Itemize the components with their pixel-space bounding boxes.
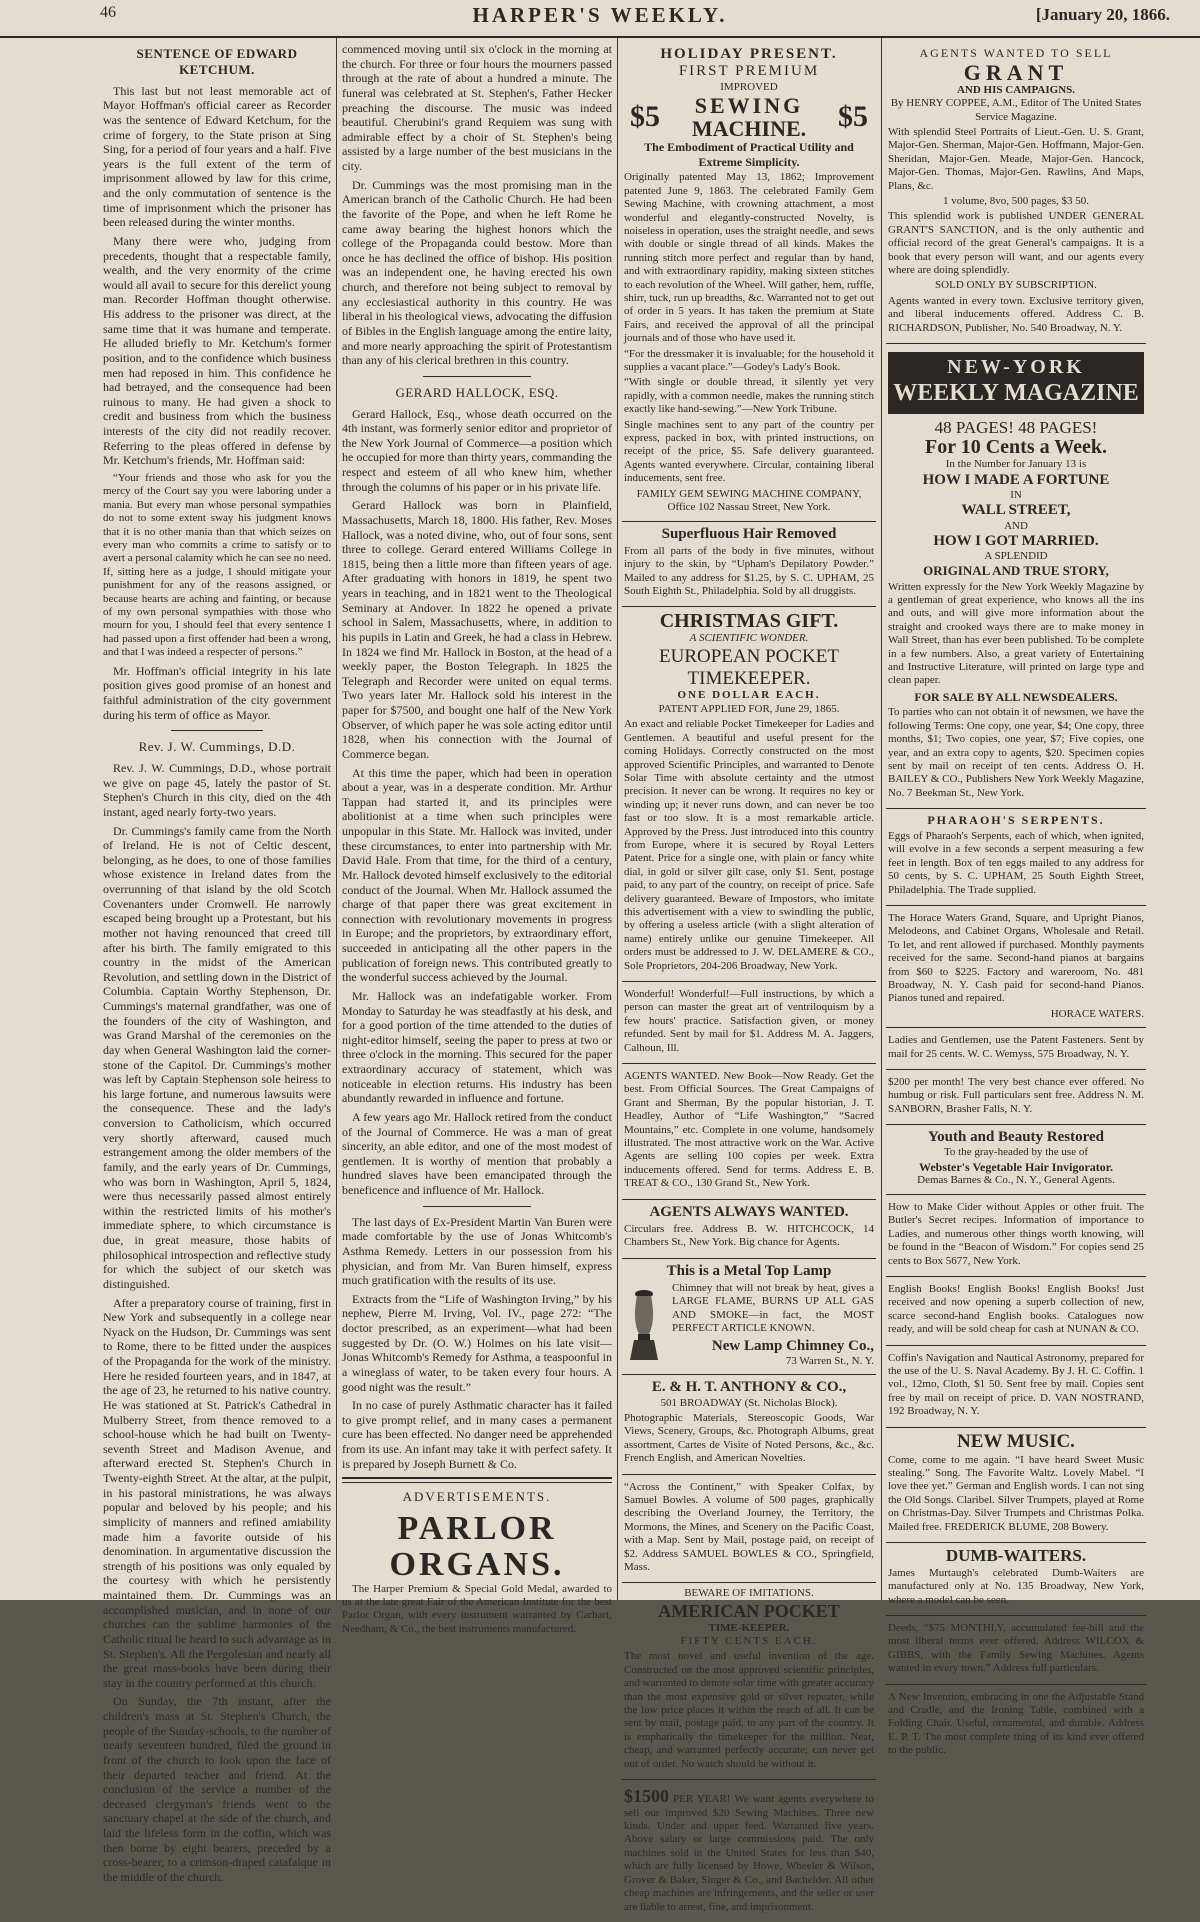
apt-line-2: TIME-KEEPER. [708,1621,790,1634]
fasteners-body: Ladies and Gentlemen, use the Patent Fasteners. Sent by mail for 25 cents. W. C. Wemyss, 575 Broadway, N. Y. [888,1034,1144,1060]
apt-body: The most novel and useful invention of the age. Constructed on the most approved scientific principles, and warranted to denote solar time with greater accuracy than the most expensive gold or silver repeater, while the low price places it within the reach of all. It can be sent by mail, postage paid, to any part of the country. It is emphatically the timekeeper for the million. Neat, cheap, and warranted perfectly accurate; can never get out of order. No watch should be without it. [624,1650,874,1770]
weekly-magazine-ad [886,344,1146,809]
english-books-body: English Books! English Books! English Books! Just received and now opening a superb collection of new, scarce second-hand English books. Catalogues now ready, and will be sold cheap for cash at NUNAN & CO. [888,1282,1144,1336]
ept-price: ONE DOLLAR EACH. [677,689,821,702]
cider-body: How to Make Cider without Apples or other fruit. The Butler's Secret recipes. Information of importance to Ladies, and numerous other things worth knowing, will be found in the “Beacon of Wisdom.” For copies send 25 cents to Box 5677, New York. [888,1200,1144,1267]
paragraph: The Harper Premium & Special Gold Medal, awarded to us at the late great Fair of the American Institute for the best Parlor Organ, with every instrument warranted by Carhart, Needham, & Co., the best instruments manufactured. [342,1582,612,1635]
sm-price-right: $5 [838,100,868,134]
paragraph: Dr. Cummings's family came from the North of Ireland. He is not of Celtic descent, belonging, as he does, to one of those families whose existence in Ireland dates from the overrunning of that island by the old Scotch Covenanters under Cromwell. He narrowly escaped being brought up a Protestant, but his mother not having renounced that creed till after his birth. The family emigrated to this country in the midst of the American Revolution, and settling down in the District of Columbia. Captain Worthy Stephenson, Dr. Cummings's maternal grandfather, was one of the founders of the city of Washington, and was Grand Marshal of the ceremonies on the day when General Washington laid the corner-stone of the Capitol. Dr. Cummings's mother was left by Captain Stephenson sole heiress to his large fortune, and numerous lawsuits were the consequence. These and the lady's conversion to Catholicism, which occurred very shortly afterward, caused much estrangement among the older members of the family, and the early years of Dr. Cummings, who was born in Washington, April 5, 1824, were thus necessarily passed almost entirely within the restricted limits of his mother's immediate sphere, to which circumstance is due, in great measure, those habits of philosophical introspection and reflective study for which the subject of our sketch was distinguished. [103,823,331,1291]
monthly-offer-body: $200 per month! The very best chance ever offered. No humbug or risk. Full particulars sent free. Address N. M. SANBORN, Brasher Falls, N. Y. [888,1075,1144,1115]
divider [171,730,262,731]
pharaoh-heading: PHARAOH'S SERPENTS. [927,813,1105,828]
lamp-company: New Lamp Chimney Co., [711,1337,874,1354]
lamp-address: 73 Warren St., N. Y. [785,1354,874,1367]
paragraph: On Sunday, the 7th instant, after the children's mass at St. Stephen's Church, the people of the Sunday-schools, to the number of nearly seventeen hundred, filed the ground in front of the church to look upon the face of their departed teacher and friend. At the conclusion of the service a number of the deceased clergyman's friends went to the sanctuary chapel at the side of the church, and laid the lifeless form in the coffin, which was then borne by eight bearers, preceded by a cross-bearer, to a crimson-draped catafalque in the middle of the church. [103,1694,331,1884]
paragraph: commenced moving until six o'clock in the morning at the church. For three or four hours the mourners passed through at the rate of about a hundred a minute. The funeral was celebrated at St. Stephen's, Father Hecker preaching the discourse. The music was indeed beautiful. Cherubini's grand Requiem was sung with admirable effect by a choir of St. Stephen's being assisted by a large number of the best musicians in the city. [342,42,612,173]
hair-body: From all parts of the body in five minutes, without injury to the skin, by “Upham's Depilatory Powder.” Mailed to any address for $1.25, by S. C. UPHAM, 25 South Eighth St., Philadelphia. Sold by all druggists. [624,544,874,597]
aaw-body: Circulars free. Address B. W. HITCHCOCK, 14 Chambers St., New York. Big chance for Agents. [624,1222,874,1249]
sm-address: Office 102 Nassau Street, New York. [667,501,831,514]
grant-line-2: AND HIS CAMPAIGNS. [956,83,1076,96]
fasteners-ad [886,1028,1146,1070]
grant-author: By HENRY COPPEE, A.M., Editor of The United States Service Magazine. [890,97,1142,123]
dumb-waiters-ad [886,1543,1146,1616]
new-music-ad [886,1428,1146,1543]
magazine-number: In the Number for January 13 is [945,458,1087,471]
new-music-body: Come, come to me again. “I have heard Sweet Music stealing.” Song. The Favorite Waltz. Lovely Mabel. “I love thee yet.” German and English words. I can not sing the Old Songs. Claribel. Silver Trumpets, played at Rome on Christmas-Day. Silver Trumpets and Christmas Polka. Mailed free. FREDERICK BLUME, 208 Bowery. [888,1453,1144,1533]
ept-line-1: EUROPEAN POCKET [659,645,839,667]
column-4 [886,42,1146,1757]
anthony-body: Photographic Materials, Stereoscopic Goods, War Views, Scenery, Groups, &c. Photograph Albums, great assortment, Cartes de Visite of Noted Persons, &c., &c. French English, and American Novelties. [624,1411,874,1465]
magazine-line-1: NEW-YORK [947,356,1085,379]
grant-name: GRANT [963,59,1069,85]
american-timekeeper-ad [622,1583,876,1780]
coffin-body: Coffin's Navigation and Nautical Astronomy, prepared for the use of the U. S. Naval Academy. By J. H. C. Coffin. 1 vol., 12mo, Cloth, $1 50. Sent free by mail. Copies sent free by mail on receipt of price. D. VAN NOSTRAND, 192 Broadway, N. Y. [888,1351,1144,1418]
magazine-splendid: A SPLENDID [984,550,1048,563]
magazine-sale: FOR SALE BY ALL NEWSDEALERS. [914,689,1118,704]
column-rule [881,38,882,1600]
ept-patent: PATENT APPLIED FOR, June 29, 1865. [658,702,840,715]
hallock-heading: GERARD HALLOCK, ESQ. [395,384,559,400]
column-1 [103,42,331,1884]
grant-volume: 1 volume, 8vo, 500 pages, $3 50. [942,194,1090,207]
apt-price: FIFTY CENTS EACH. [680,1634,818,1647]
sm-quote-1: “For the dressmaker it is invaluable; for the household it supplies a vacant place.”—Godey's Lady's Book. [624,347,874,374]
wonder-line: A SCIENTIFIC WONDER. [689,632,809,645]
p1500-body: PER YEAR! We want agents everywhere to sell our improved $20 Sewing Machines. Three new kinds. Under and upper feed. Warranted five years. Above salary or large commissions paid. The only machines sold in the United States for less than $40, which are fully licensed by Howe, Wheeler & Wilson, Grover & Baker, Singer & Co., and Bachelder. All other cheap machines are infringements, and the seller or user are liable to arrest, fine, and imprisonment. [624,1792,874,1913]
ketchum-heading: SENTENCE OF EDWARD KETCHUM. [136,46,298,77]
paragraph: The last days of Ex-President Martin Van Buren were made comfortable by the use of Jonas Whitcomb's Asthma Remedy. Letters in our possession from his physician, and from Mr. Van Buren himself, express much gratification with the results of its use. [342,1214,612,1288]
monthly-offer-ad [886,1070,1146,1125]
lamp-heading: This is a Metal Top Lamp [666,1262,832,1279]
agents-always-ad [622,1200,876,1259]
column-rule [617,38,618,1600]
navigation-book-ad [886,1346,1146,1428]
masthead [0,0,1200,38]
paragraph: Mr. Hallock was an indefatigable worker. From Monday to Saturday he was steadfastly at his desk, and for a good portion of the time attended to the duties of night-editor himself, seeing the paper to press at two or three o'clock in the morning. This secured for the paper extraordinary accuracy of statement, which was noticeable in election returns. His industry has been abundantly rewarded in influence and fortune. [342,988,612,1106]
sm-name-1: SEWING [694,92,804,118]
anthony-address: 501 BROADWAY (St. Nicholas Block). [660,1396,838,1409]
grant-publication: This splendid work is published UNDER GENERAL GRANT'S SANCTION, and is the only authentic and official record of the great General's campaigns. It is a book that every person will want, and our agents every where are doing splendidly. [888,210,1144,276]
cider-ad [886,1195,1146,1277]
paragraph: Gerard Hallock was born in Plainfield, Massachusetts, March 18, 1800. His father, Rev. Moses Hallock, was a noted divine, who, out of four sons, sent three to college. Gerard entered Williams College in 1815, being then a little more than fifteen years of age. After graduating with honors in 1819, he spent two years in teaching, and in 1821 went to the Theological Seminary at Andover. In 1822 he opened a private school in Salem, Massachusetts, where, in addition to his pupils in Latin and Greek, he had a class in Hebrew. In 1824 we find Mr. Hallock in Boston, at the head of a weekly paper, the Boston Telegraph. In 1825 the Telegraph and Recorder were united on equal terms. Two years later Mr. Hallock sold his interest in the paper for $7500, and bought one half of the New York Observer, of which paper he was sole acting editor until 1828, when his connection with the Journal of Commerce began. [342,498,612,761]
invention-body: A New Invention, embracing in one the Adjustable Stand and Cradle, and the Ironing Table, combined with a Folding Chair. Useful, ornamental, and durable. Address E. P. T. The most complete thing of its kind ever offered to the public. [888,1690,1144,1757]
cummings-heading: Rev. J. W. Cummings, D.D. [138,739,296,755]
organs-line-2: ORGANS. [389,1545,565,1583]
sm-company: FAMILY GEM SEWING MACHINE COMPANY, [636,487,862,500]
dumb-waiters-body: James Murtaugh's celebrated Dumb-Waiters are manufactured only at No. 135 Broadway, New York, where a model can be seen. [888,1566,1144,1606]
sewing-monthly-ad [886,1616,1146,1685]
youth-heading: Youth and Beauty Restored [928,1129,1104,1146]
grant-ad [886,42,1146,344]
sm-tagline: The Embodiment of Practical Utility and Extreme Simplicity. [644,140,854,169]
pharaoh-body: Eggs of Pharaoh's Serpents, each of which, when ignited, will evolve in a few seconds a serpent measuring a few feet in length. Box of ten eggs mailed to any address for 50 cents, by S. C. UPHAM, 25 South Eighth Street, Philadelphia. The Trade supplied. [888,829,1144,896]
divider [423,1206,531,1207]
apt-line-1: AMERICAN POCKET [658,1600,840,1621]
dumb-waiters-heading: DUMB-WAITERS. [945,1545,1087,1565]
ept-line-2: TIMEKEEPER. [687,667,811,689]
sm-line-2: FIRST PREMIUM [678,63,820,80]
column-rule [336,38,337,1600]
magazine-terms: To parties who can not obtain it of newsmen, we have the following Terms: One copy, one year, $4; One copy, three months, $1; Two copies, one year, $7; Five copies, one year, and an extra copy to agents, $20. Specimen copies sent by mail on receipt of ten cents. Address O. H. BAILEY & CO., Publishers New York Weekly Magazine, No. 7 Beekman St., New York. [888,706,1144,799]
aaw-heading: AGENTS ALWAYS WANTED. [649,1203,849,1220]
paragraph: Mr. Hoffman's official integrity in his late position gives good promise of an honest and faithful administration of the city government during his term of office as Mayor. [103,663,331,722]
youth-sub: To the gray-headed by the use of [943,1146,1088,1159]
paragraph: A few years ago Mr. Hallock retired from the conduct of the Journal of Commerce. He was a man of great sincerity, an able editor, and one of the most modest of gentlemen. It is worthy of mention that probably a hundred slaves have been emancipated through the beneficence and influence of Mr. Hallock. [342,1109,612,1198]
lamp-chimney-icon [624,1284,664,1364]
column-2 [342,42,612,1635]
across-continent-ad [622,1475,876,1584]
lamp-row [624,1280,874,1368]
parlor-organs-ad [342,1511,612,1582]
sm-line-1: HOLIDAY PRESENT. [660,46,838,62]
sm-quote-2: “With single or double thread, it silently yet very rapidly, with a common needle, makes the running stitch exactly like hand-sewing.”—New York Tribune. [624,376,874,416]
sewing-monthly-body: Deeds, “$75 MONTHLY, accumulated fee-bill and the most liberal terms ever offered. Address WILCOX & GIBBS, with the Family Sewing Machines. Agents wanted in every town.” Address full particulars. [888,1622,1144,1675]
sm-line-3: IMPROVED [720,80,778,93]
hair-removal-ad [622,522,876,608]
paragraph: Gerard Hallock, Esq., whose death occurred on the 4th instant, was formerly senior editor and proprietor of the New York Journal of Commerce—a position which he occupied for more than thirty years, commanding the respect and esteem of all who knew him, whether through the columns of his paper or in his private life. [342,406,612,494]
organs-line-1: PARLOR [397,1510,557,1548]
issue-date: [January 20, 1866. [1035,5,1170,24]
paragraph: Dr. Cummings was the most promising man in the American branch of the Catholic Church. He had been the favorite of the Pope, and when he left Rome he came away bearing the highest honors which the college of the Propaganda could bestow. More than once he has declined the office of bishop. His position was an independent one, he having erected his own church, and therefore not being subject to removal by any ecclesiastical authority in this country. He was liberal in his theological views, advocating the diffusion of Bibles in the English language among the entire laity, and more nearly approaching the spirit of Protestantism than any of his clerical brethren in this country. [342,177,612,368]
magazine-in: IN [1010,488,1022,501]
lamp-body: Chimney that will not break by heat, gives a LARGE FLAME, BURNS UP ALL GAS AND SMOKE—in fact, the MOST PERFECT ARTICLE KNOWN. [672,1282,874,1335]
wonderful-body: Wonderful! Wonderful!—Full instructions, by which a person can master the great art of ventriloquism by a few hours' practice. Satisfaction given, or money refunded. Sent by mail for $1. Address M. A. Jaggers, Calhoun, Ill. [624,988,874,1054]
youth-product: Webster's Vegetable Hair Invigorator. [919,1159,1113,1174]
sm-name-2: MACHINE. [691,116,807,141]
page-number: 46 [100,4,116,21]
sm-shipping: Single machines sent to any part of the country per express, packed in box, with printed instructions, on receipt of the price, $5. Safe delivery guaranteed. Agents wanted everywhere. Circular, containing liberal inducements, sent free. [624,418,874,485]
sm-price-left: $5 [630,100,660,134]
magazine-original: ORIGINAL AND TRUE STORY, [923,562,1109,578]
masthead-title: HARPER'S WEEKLY. [472,3,728,27]
magazine-price: For 10 Cents a Week. [924,436,1108,459]
horace-waters-body: The Horace Waters Grand, Square, and Upright Pianos, Melodeons, and Cabinet Organs, Wholesale and Retail. To let, and rent allowed if purchased. Monthly payments received for the same. Second-hand pianos at bargains from $60 to $225. Factory and wareroom, No. 481 Broadway, N. Y. Cash paid for second-hand Pianos. Pianos tuned and repaired. [888,911,1144,1005]
hair-heading: Superfluous Hair Removed [661,525,837,542]
magazine-body: Written expressly for the New York Weekly Magazine by a gentleman of great experience, who knows all the ins and outs, and will give more information about the straight and crooked ways there are to make money in Wall Street, than has ever been published. To be complete in a few numbers. Also, a great variety of Entertaining and Instructive Literature, will printed on large type and clean paper. [888,580,1144,687]
divider [423,376,531,377]
sewing-agents-ad [622,1780,876,1922]
p1500-amount: $1500 [624,1785,669,1806]
magazine-story-1: HOW I MADE A FORTUNE [922,471,1110,488]
invention-ad [886,1685,1146,1766]
pharaoh-ad [886,809,1146,906]
ept-body: An exact and reliable Pocket Timekeeper for Ladies and Gentlemen. A beautiful and useful present for the coming Holidays. Correctly constructed on the most approved Scientific Principles, and warranted to Denote Solar Time with absolute certainty and the utmost precision. It never can be wrong. It requires no key or winding up; it never runs down, and can never be too fast or too slow. It is a most remarkable article. Approved by the Press. Just introduced into this country from Europe, where it is secured by Royal Letters Patent. Price for a single one, with plain or fancy white dial, in gold or silver gilt case, only $1. Sent, postage paid, to any part of the country, on receipt of price. Safe delivery guaranteed. Beware of Impostors, who imitate this advertisement with a view to swindling the public, by offering a useless article (with a slight alteration of name) entirely unlike our genuine Timekeeper. All orders must be addressed to J. W. DELAMERE & CO., Sole Proprietors, 204-206 Broadway, New York. [624,718,874,972]
beware-line: BEWARE OF IMITATIONS. [684,1587,814,1600]
grant-territory: Agents wanted in every town. Exclusive territory given, and liberal inducements offered. Address C. B. RICHARDSON, Publisher, No. 540 Broadway, N. Y. [888,294,1144,334]
agents-body: AGENTS WANTED. New Book—Now Ready. Get the best. From Official Sources. The Great Campaigns of Grant and Sherman, By the popular historian, J. T. Headley, Author of “Life Washington,” “Sacred Mountains,” etc. Complete in one volume, handsomely illustrated. The most attractive work on the War. Active Agents are selling 100 copies per week. Extra inducements offered. Send for terms. Address E. B. TREAT & CO., 130 Grand St., New York. [624,1070,874,1190]
english-books-ad [886,1277,1146,1346]
timekeeper-ad [622,607,876,982]
sm-price-row [624,94,874,140]
paragraph: At this time the paper, which had been in operation about a year, was in a desperate condition. Mr. Arthur Tappan had started it, and its principles were abolitionist at a time when such principles were unpopular in this State. Mr. Hallock was invited, under these circumstances, to enter into partnership with Mr. David Hale. From that time, for the third of a century, Mr. Hallock devoted himself exclusively to the editorial conduct of the Journal. When Mr. Hallock assumed the charge of that paper there was great excitement in connection with revolutionary movements in progress in Europe; and the proprietors, by extraordinary effort, succeeded in anticipating all the other papers in the publication of foreign news. This contributed greatly to the wonderful success achieved by the Journal. [342,765,612,985]
magazine-story-3: HOW I GOT MARRIED. [933,532,1099,549]
anthony-heading: E. & H. T. ANTHONY & CO., [651,1379,847,1396]
magazine-story-2: WALL STREET, [961,502,1071,519]
christmas-gift-heading: CHRISTMAS GIFT. [659,610,839,633]
sm-body: Originally patented May 13, 1862; Improvement patented June 9, 1863. The celebrated Family Gem Sewing Machine, with crowning attachment, a most wonderful and elegantly-constructed Novelty, is noiseless in operation, uses the straight needle, and sews with double or single thread of all kinds. Makes the running stitch more perfect and regular than by hand, and with extraordinary rapidity, making sixteen stitches to each revolution of the Wheel. Will gather, hem, ruffle, shirr, tuck, run up breadths, &c. Warranted not to get out of order in 5 years. It has taken the premium at State Fairs, and received the approval of all the principal journals and of those who have used it. [624,171,874,345]
hair-invigorator-ad [886,1125,1146,1195]
new-music-heading: NEW MUSIC. [957,1430,1075,1452]
sewing-machine-ad [622,42,876,522]
magazine-banner [888,352,1144,414]
magazine-and: AND [1004,519,1028,532]
grant-subscription: SOLD ONLY BY SUBSCRIPTION. [935,279,1097,292]
lamp-ad [622,1259,876,1376]
double-rule [342,1477,612,1483]
across-body: “Across the Continent,” with Speaker Colfax, by Samuel Bowles. A volume of 500 pages, graphically describing the Overland Journey, the Territory, the Mormons, the Mines, and Scenery on the Pacific Coast, with a Map. Sent by Mail, postage paid, on receipt of $2. Address SAMUEL BOWLES & CO., Springfield, Mass. [624,1480,874,1573]
column-3 [622,42,876,1913]
paragraph: In no case of purely Asthmatic character has it failed to give prompt relief, and in many cases a permanent cure has been effected. No danger need be apprehended from its use. An infant may take it with perfect safety. It is prepared by Joseph Burnett & Co. [342,1398,612,1471]
paragraph: This last but not least memorable act of Mayor Hoffman's official career as Recorder was the sentence of Edward Ketchum, for the crime of forgery, to the State prison at Sing Sing, for a period of four years and a half. Five years is the full extent of the term of imprisonment allowed by law for this crime, and the only commutation of sentence is the time of imprisonment which the prisoner has been released during the winter months. [103,83,331,230]
horace-waters-ad [886,906,1146,1028]
horace-waters-signature: HORACE WATERS. [1050,1007,1144,1020]
anthony-ad [622,1375,876,1474]
quote-paragraph: “Your friends and those who ask for you the mercy of the Court say you were laboring under a mania. But every man whose personal sympathies do not to some extent sway his judgment knows that it is no other mania than that which seizes on every man who commits a crime to satisfy or to avert a personal calamity which he can see no need. If, sitting here as a judge, I should mitigate your punishment for any of the reasons assigned, or because hearts are aching and fainting, or because of my own personal sympathies with those who mourn for you, I should feel that every sentence I had passed upon a first offender had been a wrong, and that I was indeed a respecter of persons.” [103,471,331,659]
magazine-line-2: WEEKLY MAGAZINE [893,380,1139,407]
paragraph: Extracts from the “Life of Washington Irving,” by his nephew, Pierre M. Irving, Vol. IV., page 272: “The doctor prescribed, as an experiment—what had been suggested by Dr. (O. W.) Holmes on his late visit—Jonas Whitcomb's Remedy for Asthma, a teaspoonful in a wineglass of water, to be taken every four hours. A good night was the result.” [342,1291,612,1394]
paragraph: Rev. J. W. Cummings, D.D., whose portrait we give on page 45, lately the pastor of St. Stephen's Church in this city, died on the 4th instant, aged nearly forty-two years. [103,761,331,819]
youth-agent: Demas Barnes & Co., N. Y., General Agents. [917,1174,1115,1187]
magazine-pages: 48 PAGES! 48 PAGES! [934,417,1098,437]
grant-line-1: AGENTS WANTED TO SELL [919,46,1113,60]
grant-portraits: With splendid Steel Portraits of Lieut.-Gen. U. S. Grant, Major-Gen. Sherman, Major-Gen. Hoffmann, Major-Gen. Sheridan, Major-Gen. Meade, Major-Gen. Hancock, Major-Gen. Thomas, Major-Gen. Rawlins, And Maps, Plans, &c. [888,125,1144,192]
ventriloquism-ad [622,982,876,1064]
advertisements-heading: ADVERTISEMENTS. [402,1489,552,1505]
paragraph: Many there were who, judging from precedents, thought that a respectable family, wealth, and the very enormity of the crime would all avail to secure for this derelict young man. Recorder Hoffman thought otherwise. His address to the prisoner was direct, at the same time that it was humane and temperate. He alluded briefly to Mr. Ketchum's former position, and to the confidence which business men had reposed in him. This confidence he had betrayed, and the consequence had been ruinous to many. He had given a shock to credit and business from which the business interests of the city did not readily recover. Referring to the pleas offered in defense by Mr. Ketchum's friends, Mr. Hoffman said: [103,233,331,468]
paragraph: After a preparatory course of training, first in New York and subsequently in a college near Nyack on the Hudson, Dr. Cummings was sent to Rome, there to be fitted under the auspices of the Propaganda for the work of the ministry. Here he resided fourteen years, and in 1847, at the age of 23, he returned to his native country. He was stationed at St. Patrick's Cathedral in Mulberry Street, from thence removed to a school-house which he had built on Twenty-seventh Street and Madison Avenue, and afterward erected St. Stephen's Church in Twenty-eighth Street. At the altar, at the pulpit, in his pastoral ministrations, he was always popular and beloved by his people; and his simplicity of manners and refined amiability made him a favorite outside of his denomination. In argumentative discussion the strength of his positions was only equaled by the courtesy with which he persistently maintained them. Dr. Cummings was an accomplished musician, and in none of our churches can the sublime harmonies of the Catholic ritual be heard to such advantage as in St. Stephen's. All the Pergolesian and nearly all the great mass-books have been during their stay in the country performed at this church. [103,1295,331,1690]
agents-wanted-book-ad [622,1064,876,1200]
